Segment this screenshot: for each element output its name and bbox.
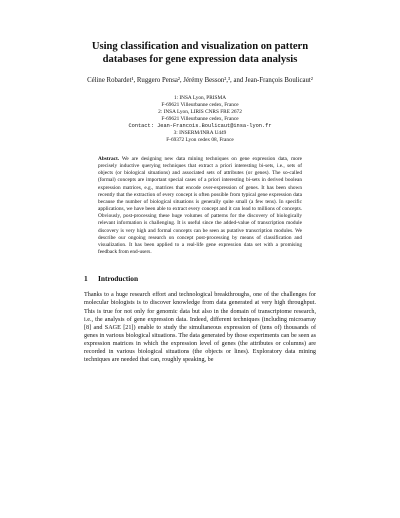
- abstract-text: We are designing new data mining techniques on gene expression data, more precisely inductive querying techniques that extract a priori interesting bi-sets, i.e., sets of objects (or biological situations) and associated sets of attributes (or genes). The so-called (formal) concepts are important special cases of a priori interesting bi-sets in derived boolean expression matrices, e.g., matrices that encode over-expression of genes. It has been shown recently that the extraction of every concept is often possible from typical gene expression data because the number of biological situations is generally quite small (a few tens). In specific applications, we have been able to extract every concept and it can lead to millions of concepts. Obviously, post-processing these huge volumes of patterns for the discovery of biologically relevant information is challenging. It is useful since the added-value of transcription module discovery is very high and formal concepts can be seen as putative transcription modules. We describe our ongoing research on concept post-processing by means of classification and visualization. It has been applied to a real-life gene expression data set with a promising feedback from end-users.: [98, 156, 303, 256]
- affiliation-line: F-69621 Villeurbanne cedex, France: [161, 102, 239, 108]
- contact-line: [84, 123, 316, 130]
- affiliation-line: F-69621 Villeurbanne cedex, France: [161, 116, 239, 122]
- affiliation-line: 3: INSERM/INRA U449: [173, 130, 227, 136]
- section-number: 1: [84, 274, 88, 284]
- paper-title: Using classification and visualization on pattern databases for gene expression data analysis: [91, 41, 309, 65]
- intro-paragraph: Thanks to a huge research effort and technological breakthroughs, one of the challenges for molecular biologists is to discover knowledge from data generated at very high throughput. This is true for not only for genomic data but also in the domain of transcriptome research, i.e., the analysis of gene expression data. Indeed, different techniques (including microarray [8] and SAGE [21]) enable to study the simultaneous expression of (tens of) thousands of genes in various biological situations. The data generated by those experiments can be seen as expression matrices in which the expression level of genes (the attributes or columns) are recorded in various biological situations (the objects or lines). Exploratory data mining techniques are needed that can, roughly speaking, be: [84, 292, 316, 364]
- affiliations-block: [84, 95, 316, 144]
- affiliation-line: 1: INSA Lyon, PRISMA: [173, 95, 227, 101]
- affiliation-line: F-69372 Lyon cedex 08, France: [166, 137, 234, 143]
- section-title: Introduction: [98, 274, 139, 284]
- contact-email: Jean-Francois.Boulicaut@insa-lyon.fr: [157, 123, 272, 129]
- affiliation-line: 2: INSA Lyon, LIRIS CNRS FRE 2672: [158, 109, 242, 115]
- abstract: [98, 156, 302, 256]
- abstract-label: Abstract.: [98, 156, 120, 162]
- section-heading: [84, 274, 316, 283]
- contact-label: Contact:: [128, 123, 154, 129]
- author-list: Céline Robardet¹, Ruggero Pensa², Jérémy Besson²,³, and Jean-François Boulicaut²: [87, 77, 313, 84]
